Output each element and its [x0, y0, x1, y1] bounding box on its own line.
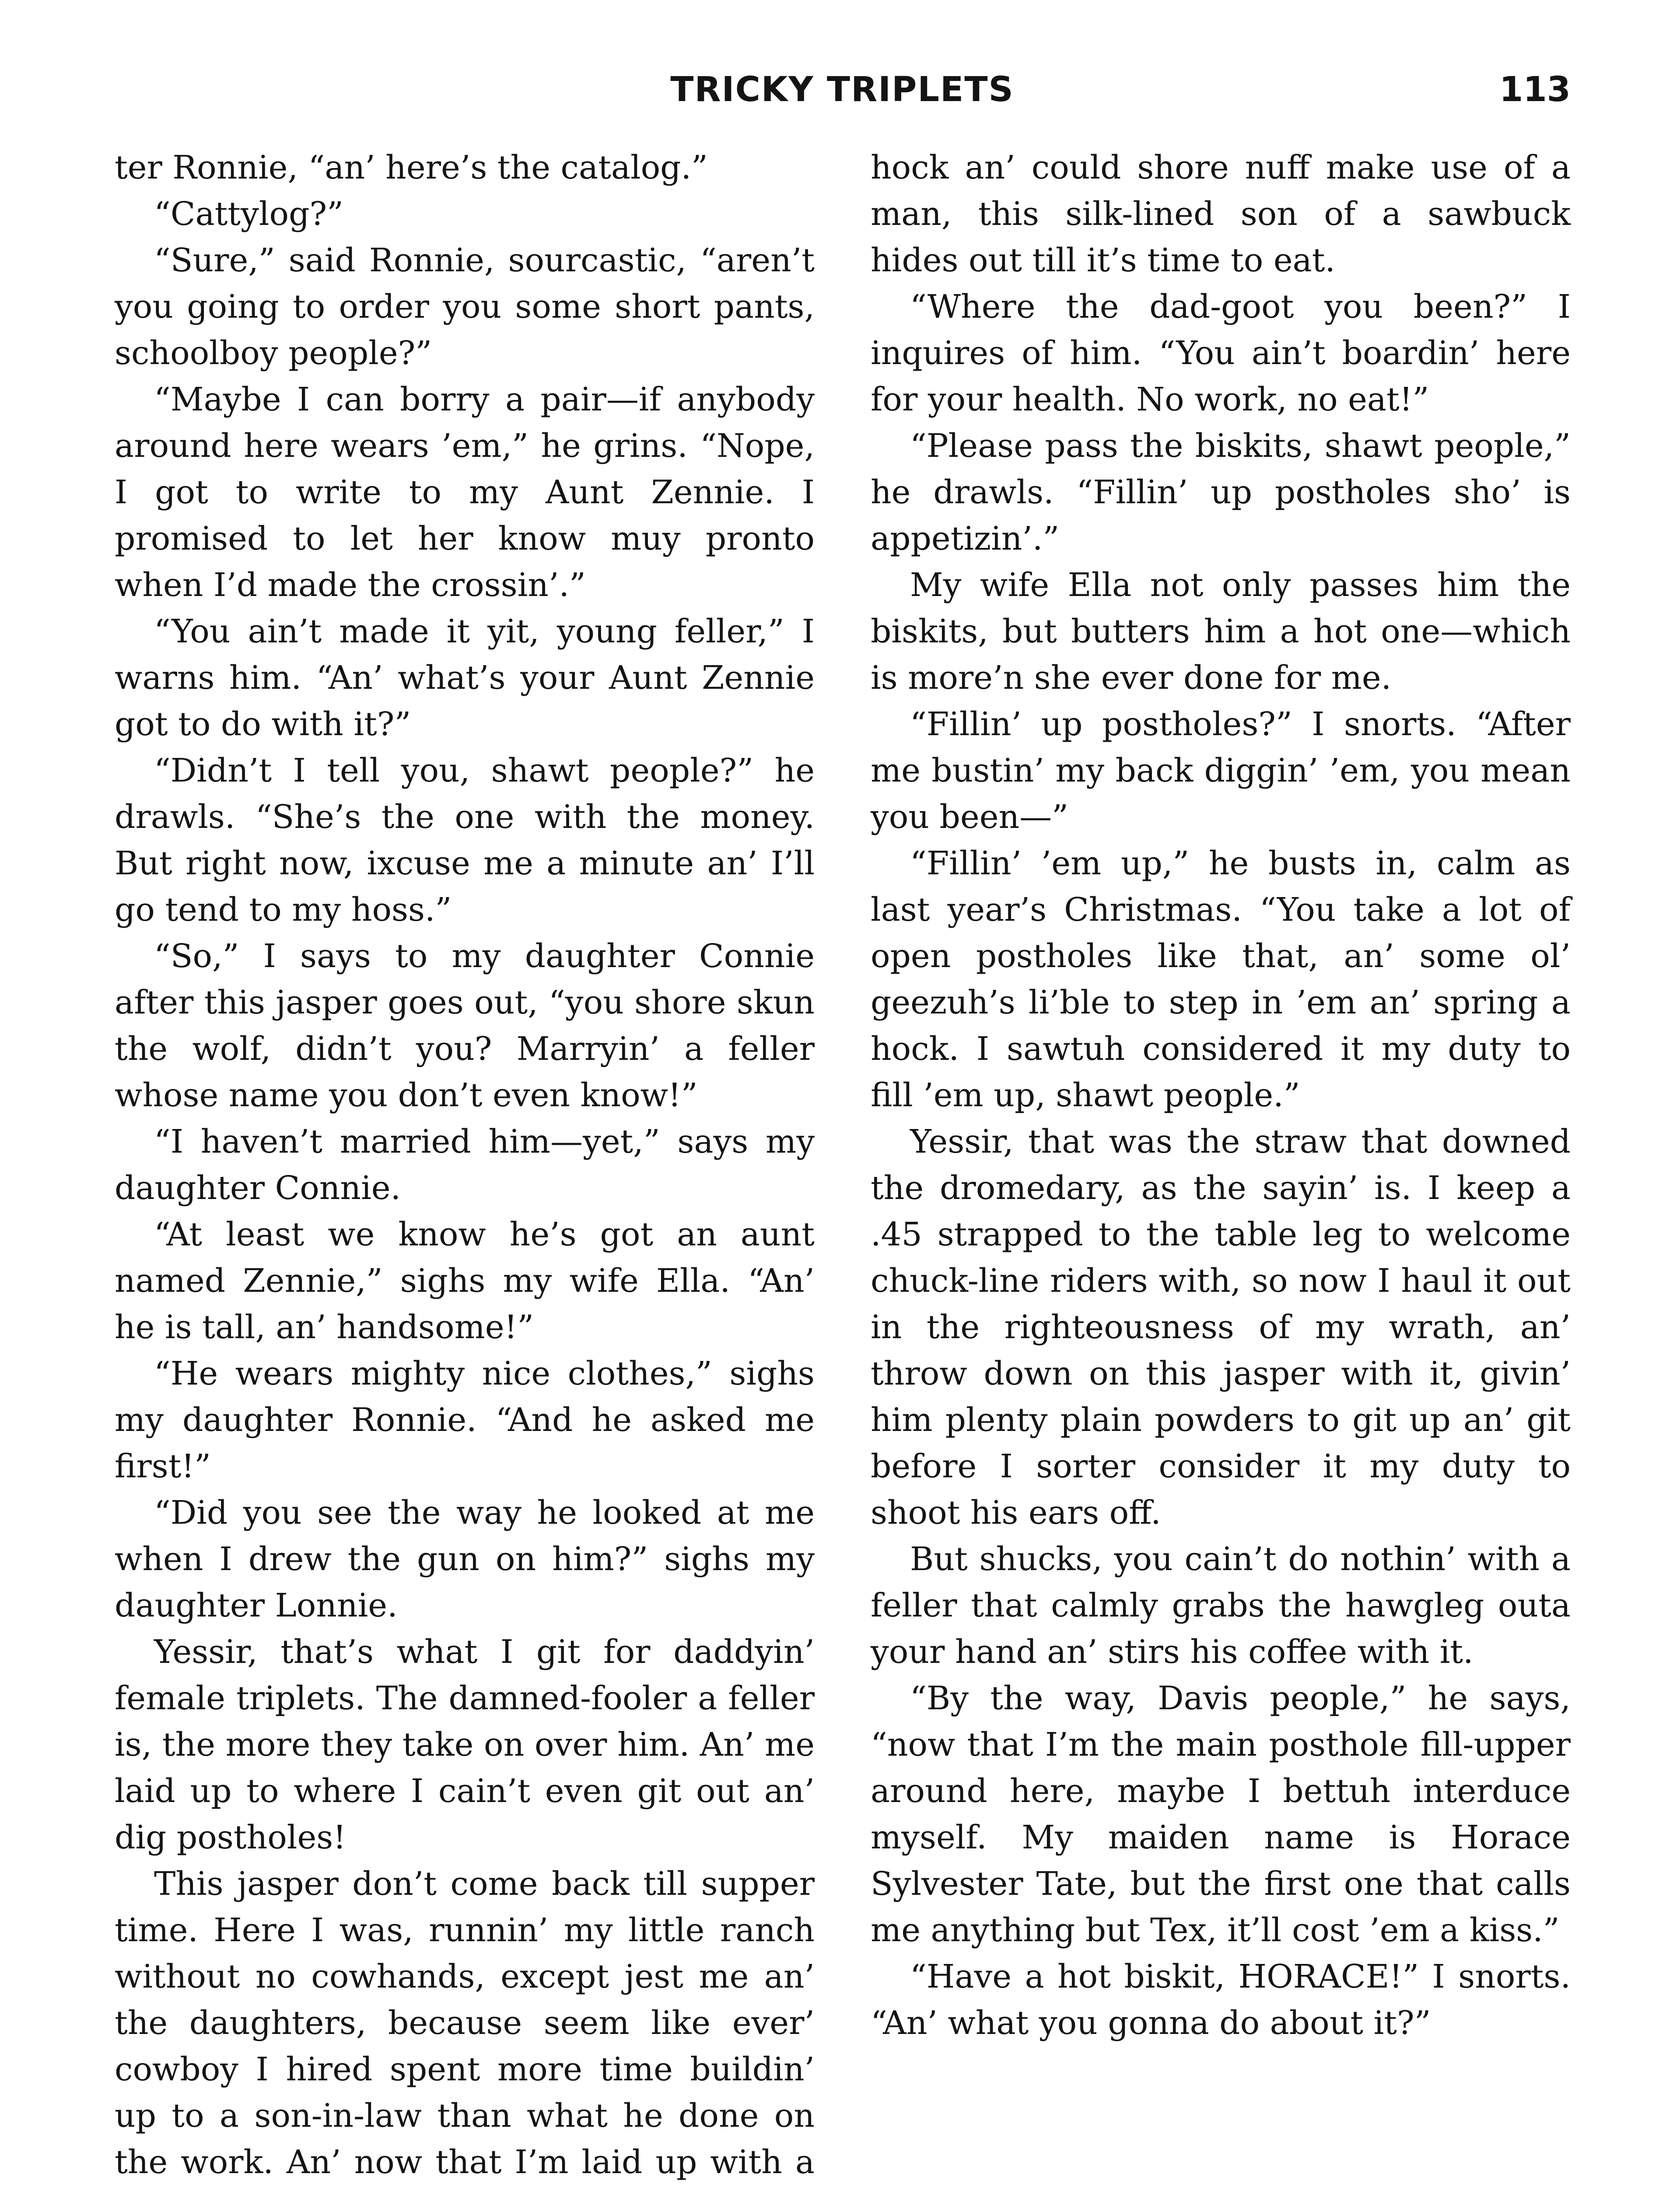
paragraph: Yessir, that was the straw that downed the dromedary, as the sayin’ is. I keep a .45 strapped to the table leg to welcome chuck-line riders with, so now I haul it out in the righteousness of my wrath, an’ throw down on this jasper with it, givin’ him plenty plain powders to git up an’ git before I sorter consider it my duty to shoot his ears off.	[871, 1123, 1571, 1532]
paragraph: “At least we know he’s got an aunt named Zennie,” sighs my wife Ella. “An’ he is tall, an’ handsome!”	[115, 1216, 815, 1346]
paragraph: My wife Ella not only passes him the biskits, but butters him a hot one—which is more’n she ever done for me.	[871, 566, 1571, 697]
paragraph: “Maybe I can borry a pair—if anybody around here wears ’em,” he grins. “Nope, I got to write to my Aunt Zennie. I promised to let her know muy pronto when I’d made the crossin’.”	[115, 381, 815, 604]
paragraph: But shucks, you cain’t do nothin’ with a feller that calmly grabs the hawgleg outa your hand an’ stirs his coffee with it.	[871, 1540, 1571, 1671]
paragraph: “Cattylog?”	[154, 195, 343, 233]
paragraph: “By the way, Davis people,” he says, “now that I’m the main posthole fill-upper around here, maybe I bettuh interduce myself. My maiden name is Horace Sylvester Tate, but the first one that calls me anything but Tex, it’ll cost ’em a kiss.”	[871, 1680, 1571, 1949]
paragraph: “Fillin’ ’em up,” he busts in, calm as last year’s Christmas. “You take a lot of open postholes like that, an’ some ol’ geezuh’s li’ble to step in ’em an’ spring a hock. I sawtuh considered it my duty to fill ’em up, shawt people.”	[871, 845, 1571, 1114]
right-column	[871, 144, 1571, 2046]
paragraph: This jasper don’t come back till supper time. Here I was, runnin’ my little ranch without no cowhands, except jest me an’ the daughters, because seem like ever’ cowboy I hired spent more time buildin’ up to a son-in-law than what he done on the work. An’ now that I’m laid up with a	[115, 1865, 815, 2181]
paragraph: ter Ronnie, “an’ here’s the catalog.”	[115, 149, 708, 186]
paragraph: “Have a hot biskit, HORACE!” I snorts. “An’ what you gonna do about it?”	[871, 1958, 1571, 2042]
left-column	[115, 144, 815, 2188]
paragraph: hock an’ could shore nuff make use of a man, this silk-lined son of a sawbuck hides out till it’s time to eat.	[871, 149, 1571, 279]
paragraph: “Where the dad-goot you been?” I inquires of him. “You ain’t boardin’ here for your health. No work, no eat!”	[871, 288, 1571, 418]
paragraph: “Fillin’ up postholes?” I snorts. “After me bustin’ my back diggin’ ’em, you mean you been—”	[871, 705, 1571, 836]
paragraph: “Please pass the biskits, shawt people,” he drawls. “Fillin’ up postholes sho’ is appetizin’.”	[871, 427, 1571, 558]
paragraph: “You ain’t made it yit, young feller,” I warns him. “An’ what’s your Aunt Zennie got to do with it?”	[115, 613, 815, 743]
paragraph: “Sure,” said Ronnie, sourcastic, “aren’t you going to order you some short pants, schoolboy people?”	[115, 242, 815, 372]
paragraph: “Didn’t I tell you, shawt people?” he drawls. “She’s the one with the money. But right now, ixcuse me a minute an’ I’ll go tend to my hoss.”	[115, 752, 815, 929]
paragraph: “Did you see the way he looked at me when I drew the gun on him?” sighs my daughter Lonnie.	[115, 1494, 815, 1624]
paragraph: “I haven’t married him—yet,” says my daughter Connie.	[115, 1123, 815, 1207]
page-number: 113	[1499, 70, 1571, 109]
running-head	[114, 70, 1571, 118]
paragraph: Yessir, that’s what I git for daddyin’ female triplets. The damned-fooler a feller is, the more they take on over him. An’ me laid up to where I cain’t even git out an’ dig postholes!	[115, 1633, 815, 1856]
running-title: TRICKY TRIPLETS	[670, 70, 1014, 109]
paragraph: “He wears mighty nice clothes,” sighs my daughter Ronnie. “And he asked me first!”	[115, 1355, 815, 1485]
paragraph: “So,” I says to my daughter Connie after this jasper goes out, “you shore skun the wolf, didn’t you? Marryin’ a feller whose name you don’t even know!”	[115, 937, 815, 1114]
